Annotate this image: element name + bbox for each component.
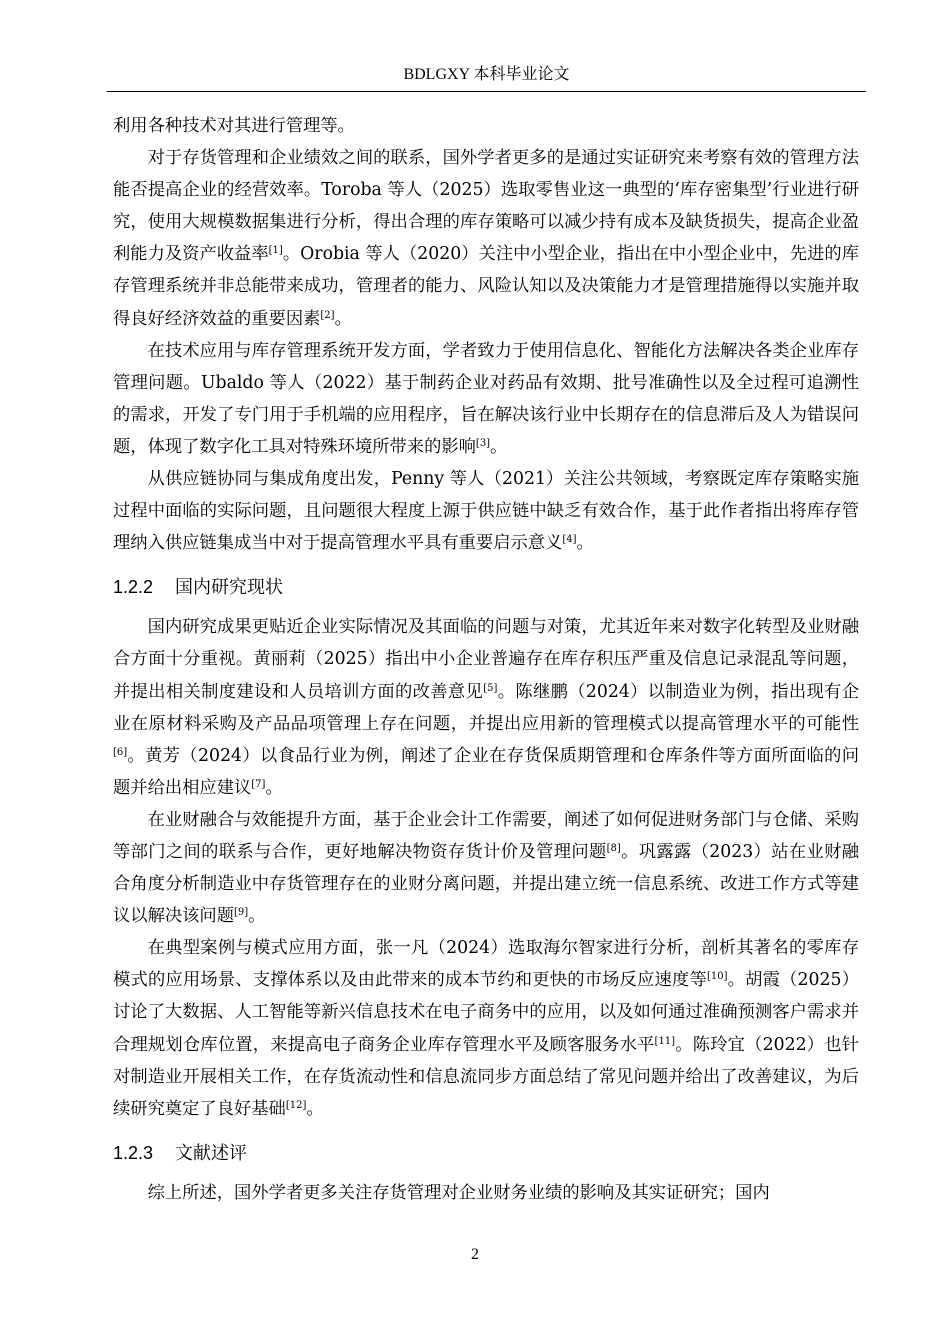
section-title: 文献述评 xyxy=(175,1142,247,1164)
paragraph-text: 利用各种技术对其进行管理等。 xyxy=(113,116,355,136)
paragraph-text: 。Orobia 等人（2020）关注中小型企业，指出在中小型企业中，先进的库存管理系统并非总能带来成功，管理者的能力、风险认知以及决策能力才是管理措施得以实施并取得良好经济效益的重要因素 xyxy=(113,244,859,329)
paragraph-text: 。 xyxy=(490,436,508,457)
header-rule xyxy=(107,91,866,92)
paragraph-text: 。 xyxy=(306,1098,324,1119)
paragraph-text: 在典型案例与模式应用方面，张一凡（2024）选取海尔智家进行分析，剖析其著名的零库存模式的应用场景、支撑体系以及由此带来的成本节约和更快的市场反应速度等 xyxy=(113,938,859,991)
paragraph xyxy=(113,142,859,335)
paragraph-text: 。黄芳（2024）以食品行业为例，阐述了企业在存货保质期管理和仓库条件等方面所面临的问题并给出相应建议 xyxy=(113,745,859,798)
paragraph-text: 在技术应用与库存管理系统开发方面，学者致力于使用信息化、智能化方法解决各类企业库存管理问题。Ubaldo 等人（2022）基于制药企业对药品有效期、批号准确性以及全过程可追溯性的需求，开发了专门用于手机端的应用程序，旨在解决该行业中长期存在的信息滞后及人为错误问题，体现了数字化工具对特殊环境所带来的影响 xyxy=(113,340,859,457)
paragraph-group-literature-review xyxy=(113,1177,859,1209)
citation-reference: [12] xyxy=(285,1099,307,1111)
paragraph xyxy=(113,611,859,804)
section-title: 国内研究现状 xyxy=(175,577,283,599)
paragraph xyxy=(113,1177,859,1209)
section-number: 1.2.2 xyxy=(113,577,154,598)
paragraph-text: 。陈玲宜（2022）也针对制造业开展相关工作，在存货流动性和信息流同步方面总结了常见问题并给出了改善建议，为后续研究奠定了良好基础 xyxy=(113,1034,859,1119)
paragraph xyxy=(113,110,859,142)
citation-reference: [10] xyxy=(706,971,728,983)
section-heading-1-2-2 xyxy=(113,572,859,603)
citation-reference: [1] xyxy=(268,245,283,257)
paragraph-text: 。 xyxy=(576,533,594,554)
citation-reference: [11] xyxy=(654,1035,676,1047)
paragraph-text: 。 xyxy=(334,308,352,329)
paragraph-text: 。巩露露（2023）站在业财融合角度分析制造业中存货管理存在的业财分离问题，并提出建立统一信息系统、改进工作方式等建议以解决该问题 xyxy=(113,841,859,927)
paragraph xyxy=(113,335,859,463)
citation-reference: [7] xyxy=(251,778,266,790)
running-header: BDLGXY 本科毕业论文 xyxy=(403,66,570,83)
section-heading-1-2-3 xyxy=(113,1138,859,1169)
paragraph-text: 。 xyxy=(248,906,266,927)
citation-reference: [3] xyxy=(475,437,491,449)
page-number: 2 xyxy=(471,1246,479,1263)
citation-reference: [2] xyxy=(320,309,335,321)
citation-reference: [4] xyxy=(562,534,577,546)
paragraph xyxy=(113,932,859,1125)
paragraph-text: 对于存货管理和企业绩效之间的联系，国外学者更多的是通过实证研究来考察有效的管理方法能否提高企业的经营效率。Toroba 等人（2025）选取零售业这一典型的‘库存密集型’行业进行研究，使用大规模数据集进行分析，得出合理的库存策略可以减少持有成本及缺货损失，提高企业盈利能力及资产收益率 xyxy=(113,148,859,265)
paragraph-text: 在业财融合与效能提升方面，基于企业会计工作需要，阐述了如何促进财务部门与仓储、采购等部门之间的联系与合作，更好地解决物资存货计价及管理问题 xyxy=(113,809,859,862)
citation-reference: [8] xyxy=(606,842,621,854)
paragraph-text: 。陈继鹏（2024）以制造业为例，指出现有企业在原材料采购及产品品项管理上存在问题，并提出应用新的管理模式以提高管理水平的可能性 xyxy=(113,681,859,734)
paragraph xyxy=(113,463,859,559)
paragraph xyxy=(113,804,859,932)
citation-reference: [6] xyxy=(113,746,128,758)
paragraph-text: 。 xyxy=(265,777,283,798)
section-number: 1.2.3 xyxy=(113,1142,154,1163)
page-body xyxy=(113,110,859,1209)
paragraph-text: 从供应链协同与集成角度出发，Penny 等人（2021）关注公共领域，考察既定库存策略实施过程中面临的实际问题，且问题很大程度上源于供应链中缺乏有效合作，基于此作者指出将库存管理纳入供应链集成当中对于提高管理水平具有重要启示意义 xyxy=(113,469,859,554)
paragraph-group-foreign-research xyxy=(113,110,859,559)
citation-reference: [5] xyxy=(483,682,498,694)
paragraph-text: 国内研究成果更贴近企业实际情况及其面临的问题与对策，尤其近年来对数字化转型及业财融合方面十分重视。黄丽莉（2025）指出中小企业普遍存在库存积压严重及信息记录混乱等问题，并提出相关制度建设和人员培训方面的改善意见 xyxy=(113,617,859,702)
paragraph-text: 综上所述，国外学者更多关注存货管理对企业财务业绩的影响及其实证研究；国内 xyxy=(147,1182,770,1203)
paragraph-text: 。胡霞（2025）讨论了大数据、人工智能等新兴信息技术在电子商务中的应用，以及如何通过准确预测客户需求并合理规划仓库位置，来提高电子商务企业库存管理水平及顾客服务水平 xyxy=(113,970,859,1055)
paragraph-group-domestic-research xyxy=(113,611,859,1125)
citation-reference: [9] xyxy=(233,907,249,919)
